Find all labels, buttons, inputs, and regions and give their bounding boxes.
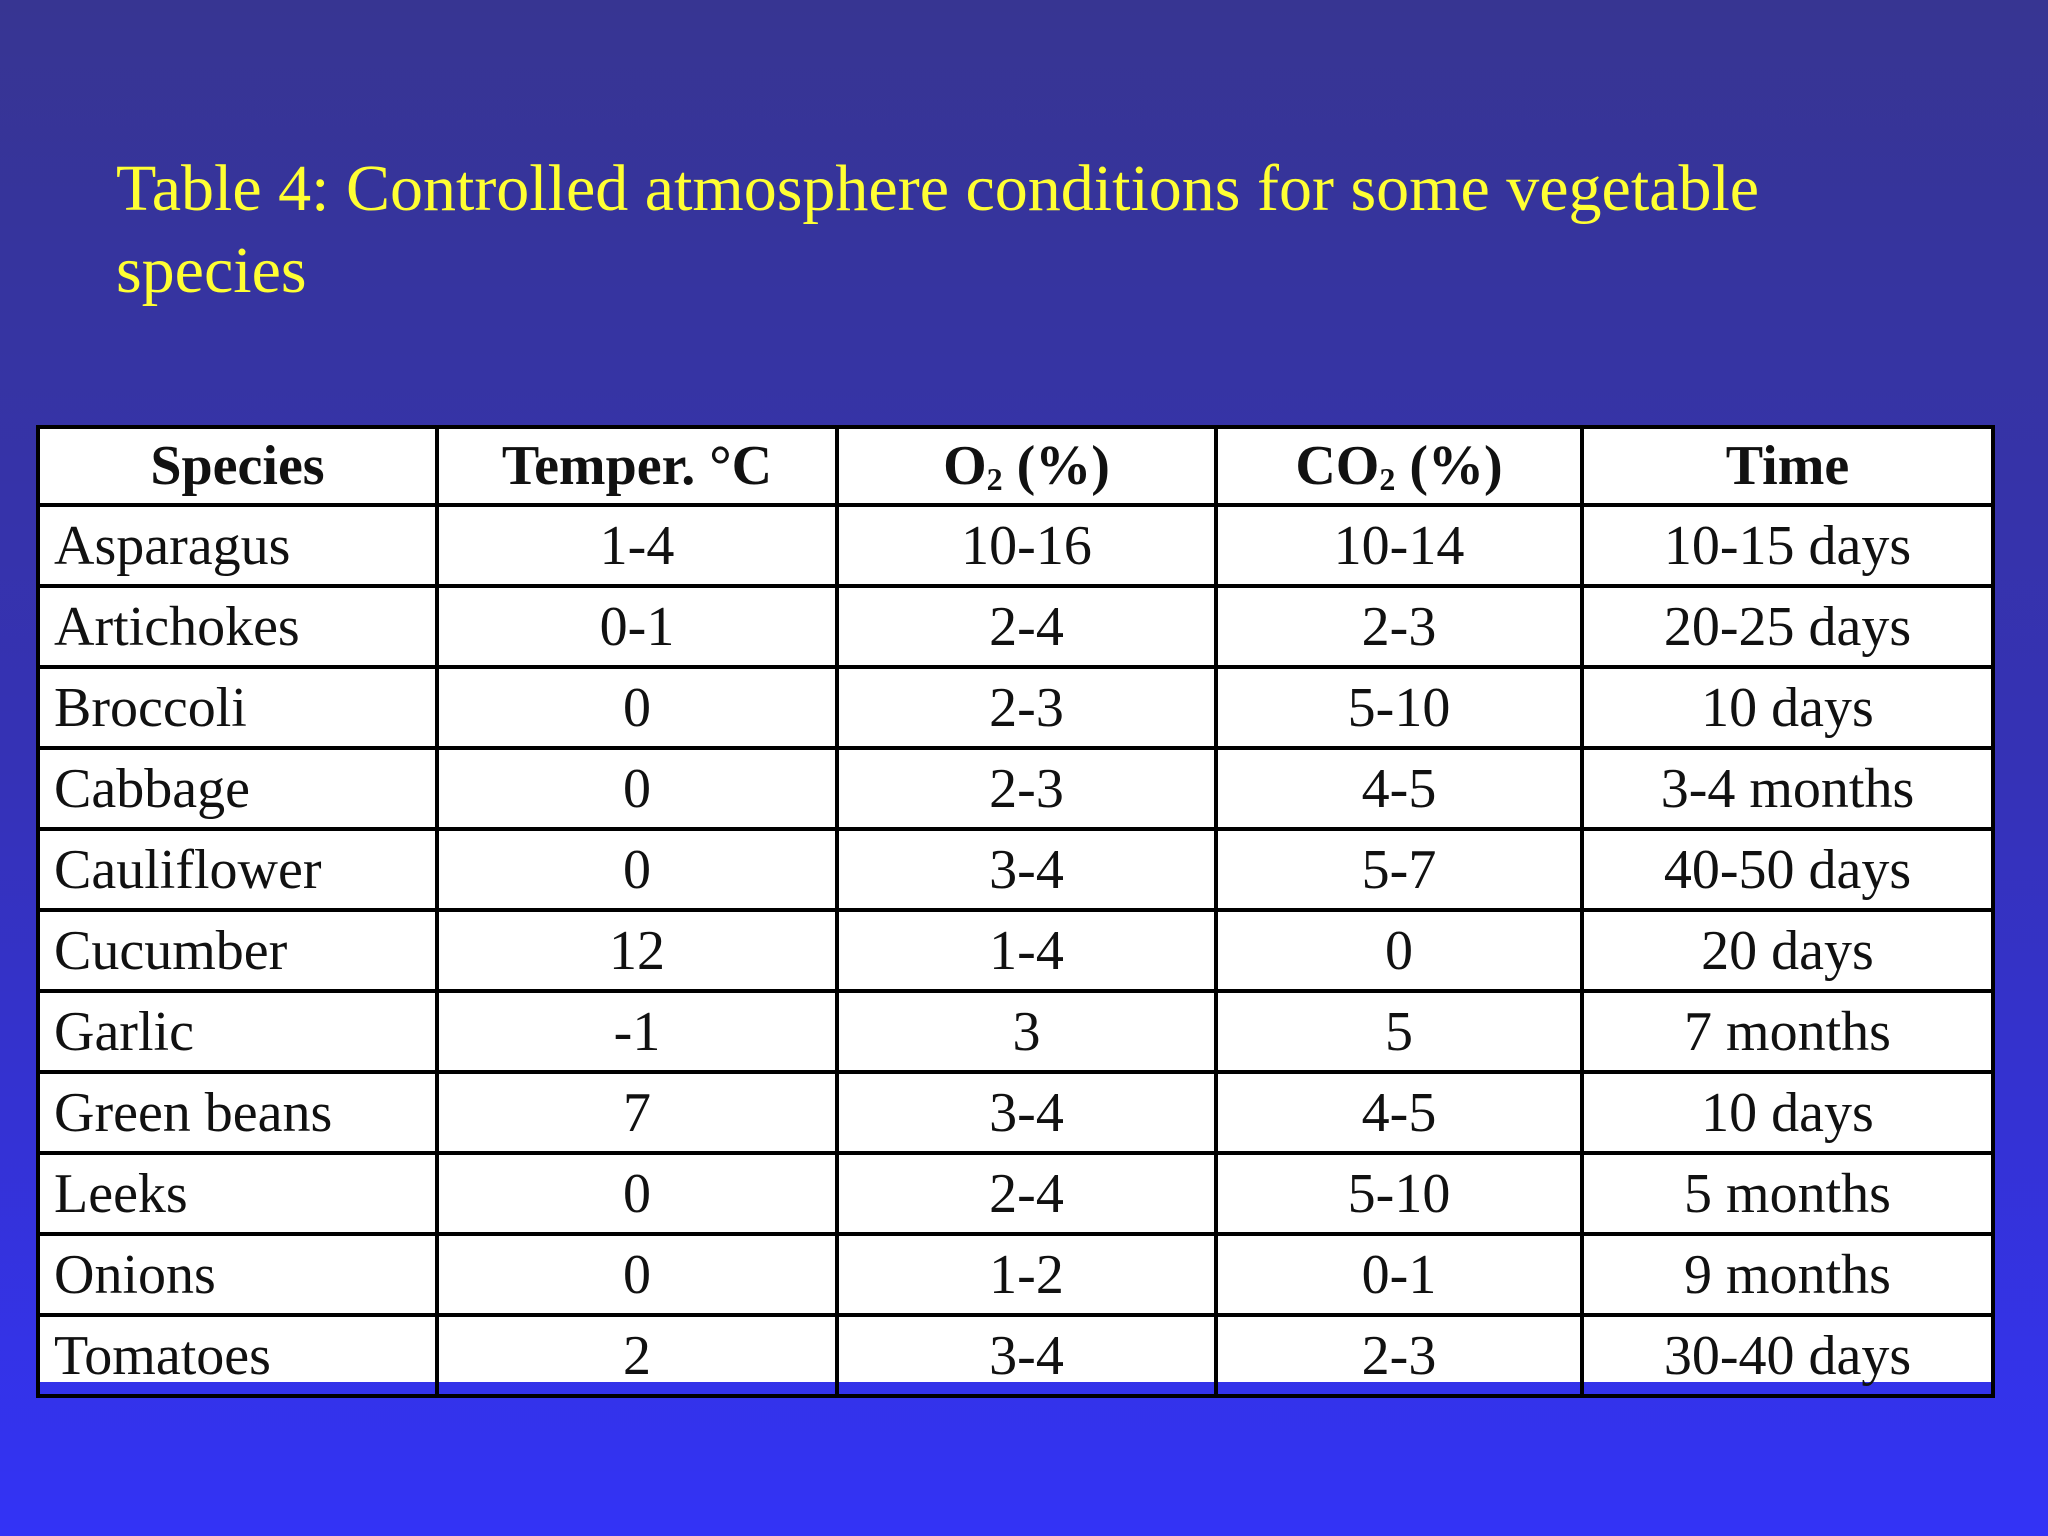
cell-co2: 10-14 — [1216, 505, 1582, 586]
cell-species: Asparagus — [38, 505, 437, 586]
header-co2-main: CO — [1295, 435, 1380, 497]
table-header-row — [38, 427, 1993, 505]
cell-species: Artichokes — [38, 586, 437, 667]
cell-species: Onions — [38, 1234, 437, 1315]
cell-species: Leeks — [38, 1153, 437, 1234]
header-time: Time — [1582, 427, 1993, 505]
cell-co2: 5-10 — [1216, 1153, 1582, 1234]
table-row — [38, 1234, 1993, 1315]
cell-temperature: 7 — [437, 1072, 837, 1153]
vegetable-ca-table — [36, 425, 1995, 1398]
table-row — [38, 586, 1993, 667]
cell-o2: 2-4 — [837, 1153, 1216, 1234]
slide-title: Table 4: Controlled atmosphere conditions for some vegetable species — [116, 152, 1760, 307]
cell-temperature: 0 — [437, 829, 837, 910]
cell-o2: 3-4 — [837, 1315, 1216, 1396]
cell-temperature: 0 — [437, 667, 837, 748]
cell-o2: 2-4 — [837, 586, 1216, 667]
cell-o2: 2-3 — [837, 667, 1216, 748]
cell-time: 40-50 days — [1582, 829, 1993, 910]
table-row — [38, 667, 1993, 748]
table-row — [38, 1072, 1993, 1153]
cell-co2: 0-1 — [1216, 1234, 1582, 1315]
cell-o2: 2-3 — [837, 748, 1216, 829]
cell-temperature: -1 — [437, 991, 837, 1072]
cell-time: 30-40 days — [1582, 1315, 1993, 1396]
cell-time: 5 months — [1582, 1153, 1993, 1234]
cell-co2: 5-7 — [1216, 829, 1582, 910]
table-row — [38, 505, 1993, 586]
cell-time: 7 months — [1582, 991, 1993, 1072]
cell-species: Garlic — [38, 991, 437, 1072]
cell-time: 20 days — [1582, 910, 1993, 991]
cell-o2: 1-2 — [837, 1234, 1216, 1315]
cell-species: Cauliflower — [38, 829, 437, 910]
cell-species: Tomatoes — [38, 1315, 437, 1396]
cell-time: 20-25 days — [1582, 586, 1993, 667]
cell-o2: 10-16 — [837, 505, 1216, 586]
cell-co2: 5-10 — [1216, 667, 1582, 748]
cell-time: 10 days — [1582, 667, 1993, 748]
cell-temperature: 12 — [437, 910, 837, 991]
table-row — [38, 991, 1993, 1072]
cell-o2: 3-4 — [837, 1072, 1216, 1153]
cell-co2: 0 — [1216, 910, 1582, 991]
cell-species: Cabbage — [38, 748, 437, 829]
table-row — [38, 748, 1993, 829]
cell-o2: 3 — [837, 991, 1216, 1072]
cell-co2: 4-5 — [1216, 1072, 1582, 1153]
cell-time: 3-4 months — [1582, 748, 1993, 829]
cell-o2: 1-4 — [837, 910, 1216, 991]
header-temperature: Temper. °C — [437, 427, 837, 505]
table-row — [38, 829, 1993, 910]
cell-temperature: 0-1 — [437, 586, 837, 667]
header-o2-subscript: 2 — [986, 461, 1003, 497]
cell-species: Broccoli — [38, 667, 437, 748]
header-co2-unit: (%) — [1395, 435, 1503, 497]
cell-species: Green beans — [38, 1072, 437, 1153]
cell-temperature: 0 — [437, 1153, 837, 1234]
cell-temperature: 2 — [437, 1315, 837, 1396]
header-o2-unit: (%) — [1002, 435, 1110, 497]
cell-time: 9 months — [1582, 1234, 1993, 1315]
vegetable-ca-table-container — [36, 425, 1991, 1387]
cell-co2: 2-3 — [1216, 586, 1582, 667]
cell-time: 10 days — [1582, 1072, 1993, 1153]
cell-species: Cucumber — [38, 910, 437, 991]
table-row — [38, 910, 1993, 991]
header-co2-subscript: 2 — [1379, 461, 1396, 497]
header-species: Species — [38, 427, 437, 505]
cell-co2: 5 — [1216, 991, 1582, 1072]
cell-temperature: 0 — [437, 1234, 837, 1315]
table-row — [38, 1153, 1993, 1234]
cell-temperature: 0 — [437, 748, 837, 829]
cell-temperature: 1-4 — [437, 505, 837, 586]
header-o2-main: O — [943, 435, 987, 497]
cell-co2: 4-5 — [1216, 748, 1582, 829]
header-co2 — [1216, 427, 1582, 505]
cell-co2: 2-3 — [1216, 1315, 1582, 1396]
cell-time: 10-15 days — [1582, 505, 1993, 586]
cell-o2: 3-4 — [837, 829, 1216, 910]
table-row — [38, 1315, 1993, 1396]
header-o2 — [837, 427, 1216, 505]
